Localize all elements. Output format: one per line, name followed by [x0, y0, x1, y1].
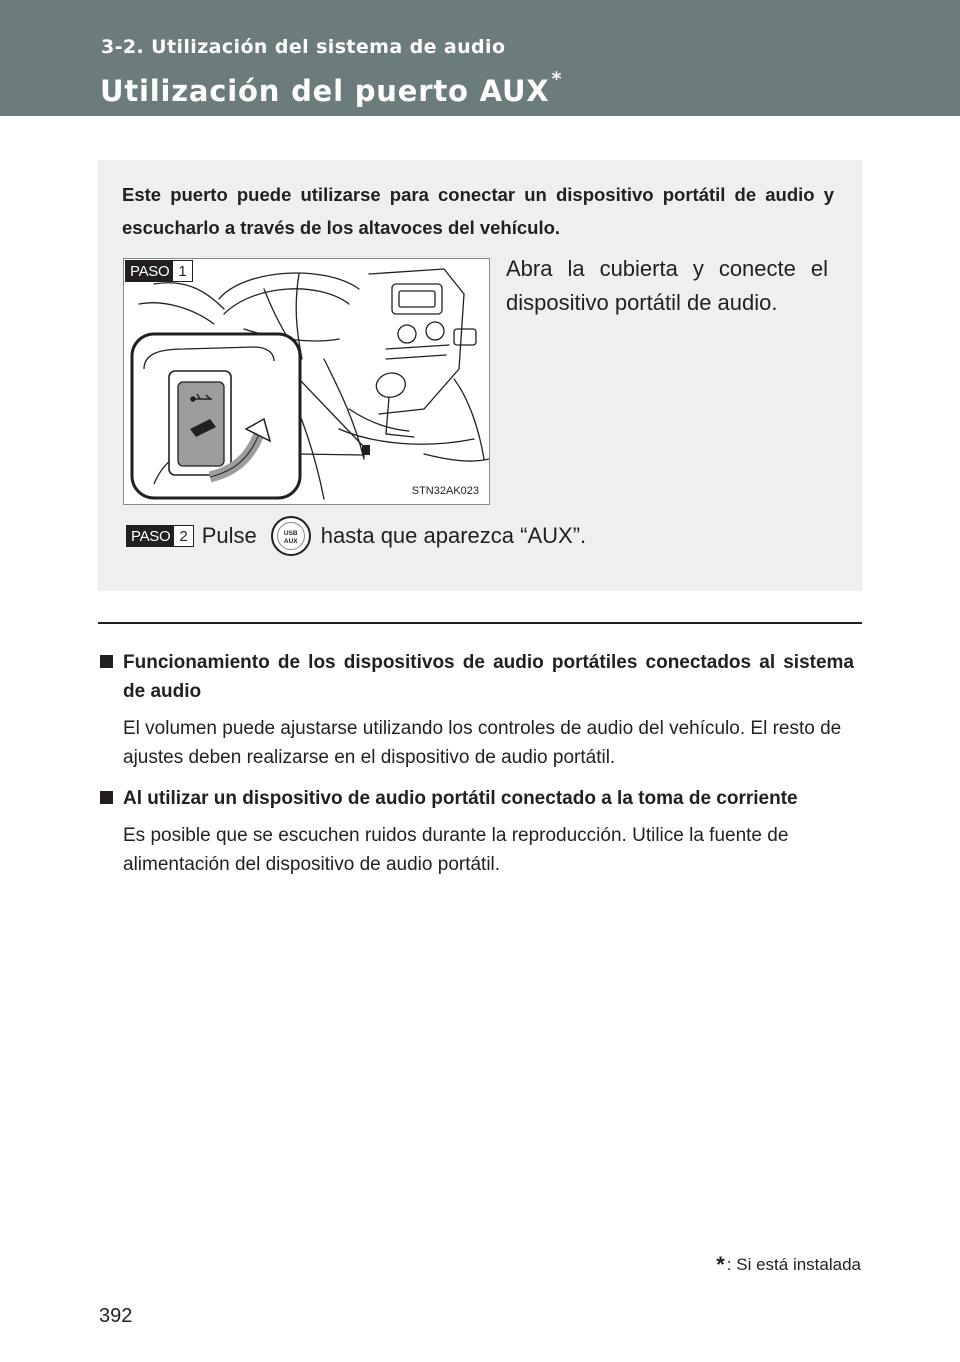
- aux-label: AUX: [283, 538, 298, 545]
- notes-list: [98, 648, 854, 891]
- page-title-text: Utilización del puerto AUX: [100, 74, 550, 108]
- asterisk-icon: *: [716, 1252, 725, 1277]
- square-bullet-icon: [100, 791, 113, 804]
- step-1-badge-word: PASO: [126, 261, 173, 281]
- step-2-badge-number: 2: [174, 526, 192, 546]
- usb-aux-button-icon: [271, 516, 311, 556]
- step-2-badge-word: PASO: [127, 526, 174, 546]
- section-divider: [98, 622, 862, 624]
- page-title: [100, 68, 563, 108]
- square-bullet-icon: [100, 655, 113, 668]
- figure-code: STN32AK023: [411, 485, 479, 497]
- chapter-header: [0, 0, 960, 116]
- footnote-text: : Si está instalada: [726, 1255, 861, 1274]
- section-title: 3-2. Utilización del sistema de audio: [101, 36, 506, 58]
- step-1-badge: [125, 260, 193, 282]
- note-body: Es posible que se escuchen ruidos durante la reproducción. Utilice la fuente de alimentación del dispositivo de audio portátil.: [123, 825, 789, 875]
- page-number: 392: [99, 1305, 133, 1327]
- step-2-badge: [126, 525, 194, 547]
- note-body: El volumen puede ajustarse utilizando los controles de audio del vehículo. El resto de ajustes deben realizarse en el dispositivo de audio portátil.: [123, 718, 842, 768]
- note-item: [98, 648, 854, 772]
- intro-text: Este puerto puede utilizarse para conectar un dispositivo portátil de audio y escucharlo a través de los altavoces del vehículo.: [122, 184, 834, 238]
- step-1-badge-number: 1: [173, 261, 191, 281]
- note-title: Funcionamiento de los dispositivos de audio portátiles conectados al sistema de audio: [123, 652, 854, 702]
- instruction-box: [98, 160, 862, 591]
- title-asterisk: *: [551, 68, 563, 90]
- note-title: Al utilizar un dispositivo de audio portátil conectado a la toma de corriente: [123, 788, 798, 809]
- step-1-text: Abra la cubierta y conecte el dispositivo portátil de audio.: [506, 256, 828, 315]
- step-2-text-after: hasta que aparezca “AUX”.: [320, 523, 587, 548]
- dashboard-drawing: [124, 259, 490, 505]
- note-item: [98, 784, 854, 879]
- footnote: [716, 1252, 861, 1278]
- step-2-text-before: Pulse: [201, 523, 257, 548]
- usb-label: USB: [283, 530, 298, 537]
- step-2: [126, 514, 586, 558]
- aux-port-illustration: [123, 258, 490, 505]
